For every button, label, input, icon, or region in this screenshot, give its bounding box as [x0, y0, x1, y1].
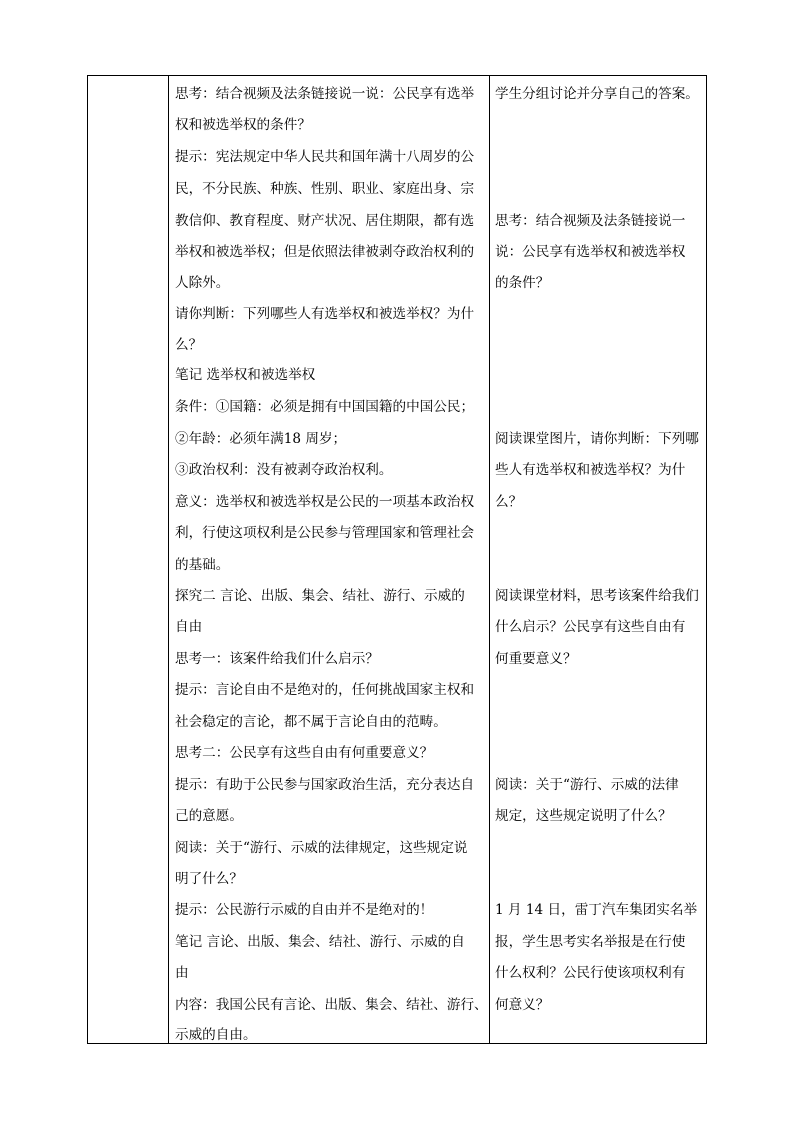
content-line: 提示：有助于公民参与国家政治生活，充分表达自 [175, 777, 475, 793]
activity-line: 规定，这些规定说明了什么？ [495, 808, 672, 824]
content-line: 思考：结合视频及法条链接说一说：公民享有选举 [175, 86, 475, 102]
content-line: 人除外。 [175, 275, 230, 291]
column-divider-right [489, 76, 490, 1043]
content-line: ②年龄：必须年满18 周岁； [175, 431, 347, 447]
content-line: 探究二 言论、出版、集会、结社、游行、示威的 [175, 588, 465, 604]
content-line: 利，行使这项权利是公民参与管理国家和管理社会 [175, 525, 475, 541]
content-line: 笔记 选举权和被选举权 [175, 367, 316, 383]
activity-line: 些人有选举权和被选举权？为什 [495, 462, 686, 478]
activity-line: 阅读课堂材料，思考该案件给我们 [495, 588, 699, 604]
activity-line: 什么权利？公民行使该项权利有 [495, 965, 686, 981]
content-line: 明了什么？ [175, 871, 243, 887]
content-line: 意义：选举权和被选举权是公民的一项基本政治权 [175, 494, 475, 510]
content-line: 提示：言论自由不是绝对的，任何挑战国家主权和 [175, 682, 475, 698]
content-line: 民，不分民族、种族、性别、职业、家庭出身、宗 [175, 181, 475, 197]
activity-line: 何重要意义？ [495, 651, 577, 667]
content-line: 思考一：该案件给我们什么启示？ [175, 651, 379, 667]
activity-line: 什么启示？公民享有这些自由有 [495, 619, 686, 635]
content-line: 阅读：关于“游行、示威的法律规定，这些规定说 [175, 840, 468, 856]
lesson-table [87, 75, 707, 1044]
content-line: 己的意愿。 [175, 808, 243, 824]
content-line: 内容：我国公民有言论、出版、集会、结社、游行、 [175, 997, 488, 1013]
content-line: 笔记 言论、出版、集会、结社、游行、示威的自 [175, 934, 465, 950]
content-line: 提示：宪法规定中华人民共和国年满十八周岁的公 [175, 149, 475, 165]
activity-line: 阅读：关于“游行、示威的法律 [495, 777, 679, 793]
activity-line: 阅读课堂图片，请你判断：下列哪 [495, 431, 699, 447]
activity-line: 学生分组讨论并分享自己的答案。 [495, 86, 699, 102]
content-line: 示威的自由。 [175, 1027, 257, 1043]
content-line: 请你判断：下列哪些人有选举权和被选举权？为什 [175, 306, 475, 322]
content-line: 思考二：公民享有这些自由有何重要意义？ [175, 745, 434, 761]
activity-line: 的条件？ [495, 275, 550, 291]
activity-line: 报，学生思考实名举报是在行使 [495, 934, 686, 950]
activity-line: 么？ [495, 494, 523, 510]
content-line: 么？ [175, 337, 203, 353]
content-line: 条件：①国籍：必须是拥有中国国籍的中国公民； [175, 399, 475, 415]
content-line: 自由 [175, 619, 203, 635]
activity-line: 何意义？ [495, 997, 550, 1013]
content-line: ③政治权利：没有被剥夺政治权利。 [175, 462, 393, 478]
column-divider-left [168, 76, 169, 1043]
activity-line: 思考：结合视频及法条链接说一 [495, 213, 686, 229]
content-line: 教信仰、教育程度、财产状况、居住期限，都有选 [175, 213, 475, 229]
content-line: 由 [175, 965, 189, 981]
content-line: 举权和被选举权；但是依照法律被剥夺政治权利的 [175, 244, 475, 260]
content-line: 的基础。 [175, 557, 230, 573]
content-line: 社会稳定的言论，都不属于言论自由的范畴。 [175, 714, 447, 730]
activity-line: 说：公民享有选举权和被选举权 [495, 244, 686, 260]
content-line: 提示：公民游行示威的自由并不是绝对的！ [175, 902, 434, 918]
content-line: 权和被选举权的条件？ [175, 117, 311, 133]
activity-line: 1 月 14 日，雷丁汽车集团实名举 [495, 902, 698, 918]
